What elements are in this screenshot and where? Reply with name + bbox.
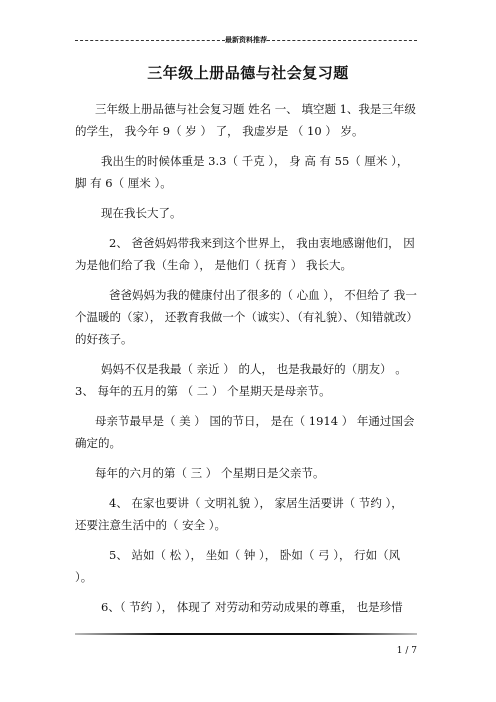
paragraph-birth: 我出生的时候体重是 3.3（ 千克 ）， 身 高 有 55（ 厘米 ）， 脚 有 6（ 厘米 ）。	[75, 154, 409, 190]
paragraph-q6: 6、（ 节约 ）， 体现了 对劳动和劳动成果的尊重， 也是珍惜	[101, 600, 403, 614]
document-body	[75, 98, 417, 626]
header-dash-right	[267, 40, 417, 41]
document-title: 三年级上册品德与社会复习题	[147, 64, 349, 82]
header-tag: 最新资料推荐	[225, 36, 267, 44]
paragraph-parents: 爸爸妈妈为我的健康付出了很多的（ 心血 ）， 不但给了 我一个温暖的（家）， 还教育我做一个（诚实）、（有礼貌）、（知错就改）的好孩子。	[75, 288, 417, 346]
footer-rule-line	[75, 633, 417, 635]
paragraph-q5: 5、 站如（ 松 ）， 坐如（ 钟 ）， 卧如（ 弓 ）， 行如（风 ）。	[75, 548, 401, 584]
paragraph-q2: 2、 爸爸妈妈带我来到这个世界上， 我由衷地感谢他们， 因为是他们给了我（生命 ）， 是他们（ 抚育 ） 我长大。	[75, 236, 415, 272]
paragraph-q4: 4、 在家也要讲（ 文明礼貌 ）， 家居生活要讲（ 节约 ）， 还要注意生活中的（ 安全 ）。	[75, 496, 403, 532]
paragraph-fathers-day: 每年的六月的第（ 三 ） 个星期日是父亲节。	[95, 466, 325, 480]
paragraph-q3: 妈妈不仅是我最（ 亲近 ） 的人， 也是我最好的（朋友） 。 3、 每年的五月的第 （ 二 ） 个星期天是母亲节。	[75, 362, 407, 398]
page-header	[75, 35, 417, 47]
paragraph-intro: 三年级上册品德与社会复习题 姓名 一、 填空题 1、我是三年级的学生， 我今年 9（ 岁 ） 了， 我虚岁是 （ 10 ） 岁。	[75, 102, 416, 138]
paragraph-grown: 现在我长大了。	[101, 206, 182, 220]
page-number: 1 / 7	[396, 646, 417, 656]
footer-rule	[75, 633, 417, 636]
paragraph-mothers-day: 母亲节最早是（ 美 ） 国的节日， 是在（ 1914 ） 年通过国会确定的。	[75, 414, 415, 450]
